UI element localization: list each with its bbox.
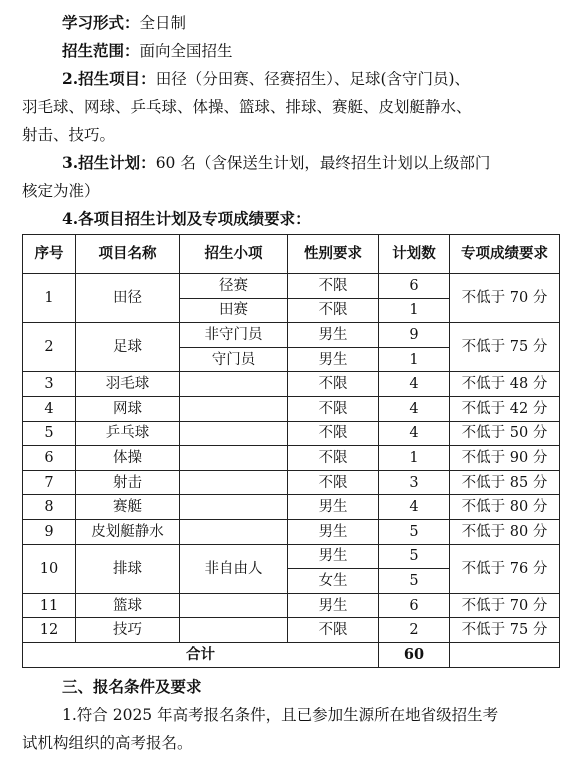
cell-count: 4 [379,372,450,397]
cell-no: 11 [23,593,76,618]
cell-count: 4 [379,495,450,520]
cell-sub [180,593,288,618]
cell-name: 射击 [76,470,180,495]
cell-count: 1 [379,298,450,323]
cell-no: 4 [23,396,76,421]
cell-gender: 不限 [288,618,379,643]
cell-sub [180,421,288,446]
sports-items-line [62,68,470,90]
cell-req: 不低于 80 分 [450,495,560,520]
sports-items-value: 田径（分田赛、径赛招生）、足球(含守门员)、 [155,70,471,88]
cell-name: 赛艇 [76,495,180,520]
table-row [23,593,560,618]
cell-req: 不低于 75 分 [450,323,560,372]
cell-gender: 不限 [288,470,379,495]
cell-gender: 男生 [288,519,379,544]
section-3-paragraph-1: 1.符合 2025 年高考报名条件，且已参加生源所在地省级招生考 [62,706,499,724]
cell-gender: 不限 [288,372,379,397]
cell-req: 不低于 42 分 [450,396,560,421]
cell-req: 不低于 85 分 [450,470,560,495]
cell-name: 篮球 [76,593,180,618]
header-req: 专项成绩要求 [450,235,560,274]
table-heading: 4.各项目招生计划及专项成绩要求： [62,209,311,228]
cell-count: 1 [379,446,450,471]
table-row [23,421,560,446]
enrollment-scope-label: 招生范围： [62,41,140,60]
cell-req: 不低于 48 分 [450,372,560,397]
cell-no: 12 [23,618,76,643]
cell-sub [180,372,288,397]
cell-count: 3 [379,470,450,495]
cell-name: 技巧 [76,618,180,643]
enrollment-plan-value: 60 名（含保送生计划，最终招生计划以上级部门 [155,154,491,172]
study-mode-line [62,12,186,34]
cell-name: 体操 [76,446,180,471]
cell-sub: 径赛 [180,274,288,299]
section-3-paragraph-1-line-2: 试机构组织的高考报名。 [22,734,193,752]
cell-gender: 不限 [288,446,379,471]
cell-sub [180,618,288,643]
table-total-row [23,642,560,667]
section-3-title: 三、报名条件及要求 [62,677,202,696]
cell-count: 1 [379,347,450,372]
cell-sub [180,446,288,471]
cell-name: 足球 [76,323,180,372]
table-row [23,544,560,569]
cell-name: 羽毛球 [76,372,180,397]
cell-name: 排球 [76,544,180,593]
cell-count: 6 [379,593,450,618]
cell-no: 7 [23,470,76,495]
cell-name: 田径 [76,274,180,323]
cell-gender: 男生 [288,495,379,520]
table-row [23,372,560,397]
enrollment-scope-line [62,40,233,62]
table-row [23,495,560,520]
cell-no: 6 [23,446,76,471]
table-row [23,274,560,299]
table-row [23,470,560,495]
cell-gender: 不限 [288,298,379,323]
cell-sub [180,396,288,421]
sports-items-line-2: 羽毛球、网球、乒乓球、体操、篮球、排球、赛艇、皮划艇静水、 [22,98,472,116]
sports-items-label: 2.招生项目： [62,69,156,88]
cell-count: 6 [379,274,450,299]
cell-req: 不低于 70 分 [450,274,560,323]
study-mode-label: 学习形式： [62,13,140,32]
cell-gender: 不限 [288,396,379,421]
table-row [23,323,560,348]
enrollment-table [22,234,560,668]
cell-count: 2 [379,618,450,643]
header-gender: 性别要求 [288,235,379,274]
cell-gender: 不限 [288,274,379,299]
cell-count: 5 [379,569,450,594]
table-header-row [23,235,560,274]
cell-name: 网球 [76,396,180,421]
cell-req: 不低于 50 分 [450,421,560,446]
cell-req: 不低于 75 分 [450,618,560,643]
cell-req: 不低于 76 分 [450,544,560,593]
table-row [23,519,560,544]
cell-gender: 不限 [288,421,379,446]
cell-req: 不低于 90 分 [450,446,560,471]
cell-sub: 非自由人 [180,544,288,593]
header-no: 序号 [23,235,76,274]
cell-no: 5 [23,421,76,446]
total-empty-cell [450,642,560,667]
cell-sub: 非守门员 [180,323,288,348]
cell-no: 8 [23,495,76,520]
cell-sub: 守门员 [180,347,288,372]
cell-no: 10 [23,544,76,593]
table-row [23,446,560,471]
sports-items-line-3: 射击、技巧。 [22,126,116,144]
cell-count: 4 [379,396,450,421]
cell-no: 2 [23,323,76,372]
cell-no: 1 [23,274,76,323]
table-row [23,618,560,643]
cell-count: 5 [379,544,450,569]
cell-gender: 男生 [288,544,379,569]
cell-sub [180,470,288,495]
cell-gender: 男生 [288,323,379,348]
cell-count: 5 [379,519,450,544]
total-value: 60 [379,642,450,667]
cell-name: 皮划艇静水 [76,519,180,544]
cell-gender: 女生 [288,569,379,594]
cell-req: 不低于 70 分 [450,593,560,618]
header-count: 计划数 [379,235,450,274]
total-label: 合计 [23,642,379,667]
study-mode-value: 全日制 [139,14,187,32]
table-row [23,396,560,421]
enrollment-plan-line-2: 核定为准） [22,182,100,200]
enrollment-scope-value: 面向全国招生 [139,42,233,60]
header-sub: 招生小项 [180,235,288,274]
enrollment-plan-line [62,152,490,174]
cell-count: 4 [379,421,450,446]
enrollment-plan-label: 3.招生计划： [62,153,156,172]
cell-sub: 田赛 [180,298,288,323]
cell-count: 9 [379,323,450,348]
cell-name: 乒乓球 [76,421,180,446]
cell-gender: 男生 [288,593,379,618]
cell-gender: 男生 [288,347,379,372]
cell-req: 不低于 80 分 [450,519,560,544]
cell-sub [180,495,288,520]
cell-sub [180,519,288,544]
cell-no: 9 [23,519,76,544]
header-name: 项目名称 [76,235,180,274]
cell-no: 3 [23,372,76,397]
